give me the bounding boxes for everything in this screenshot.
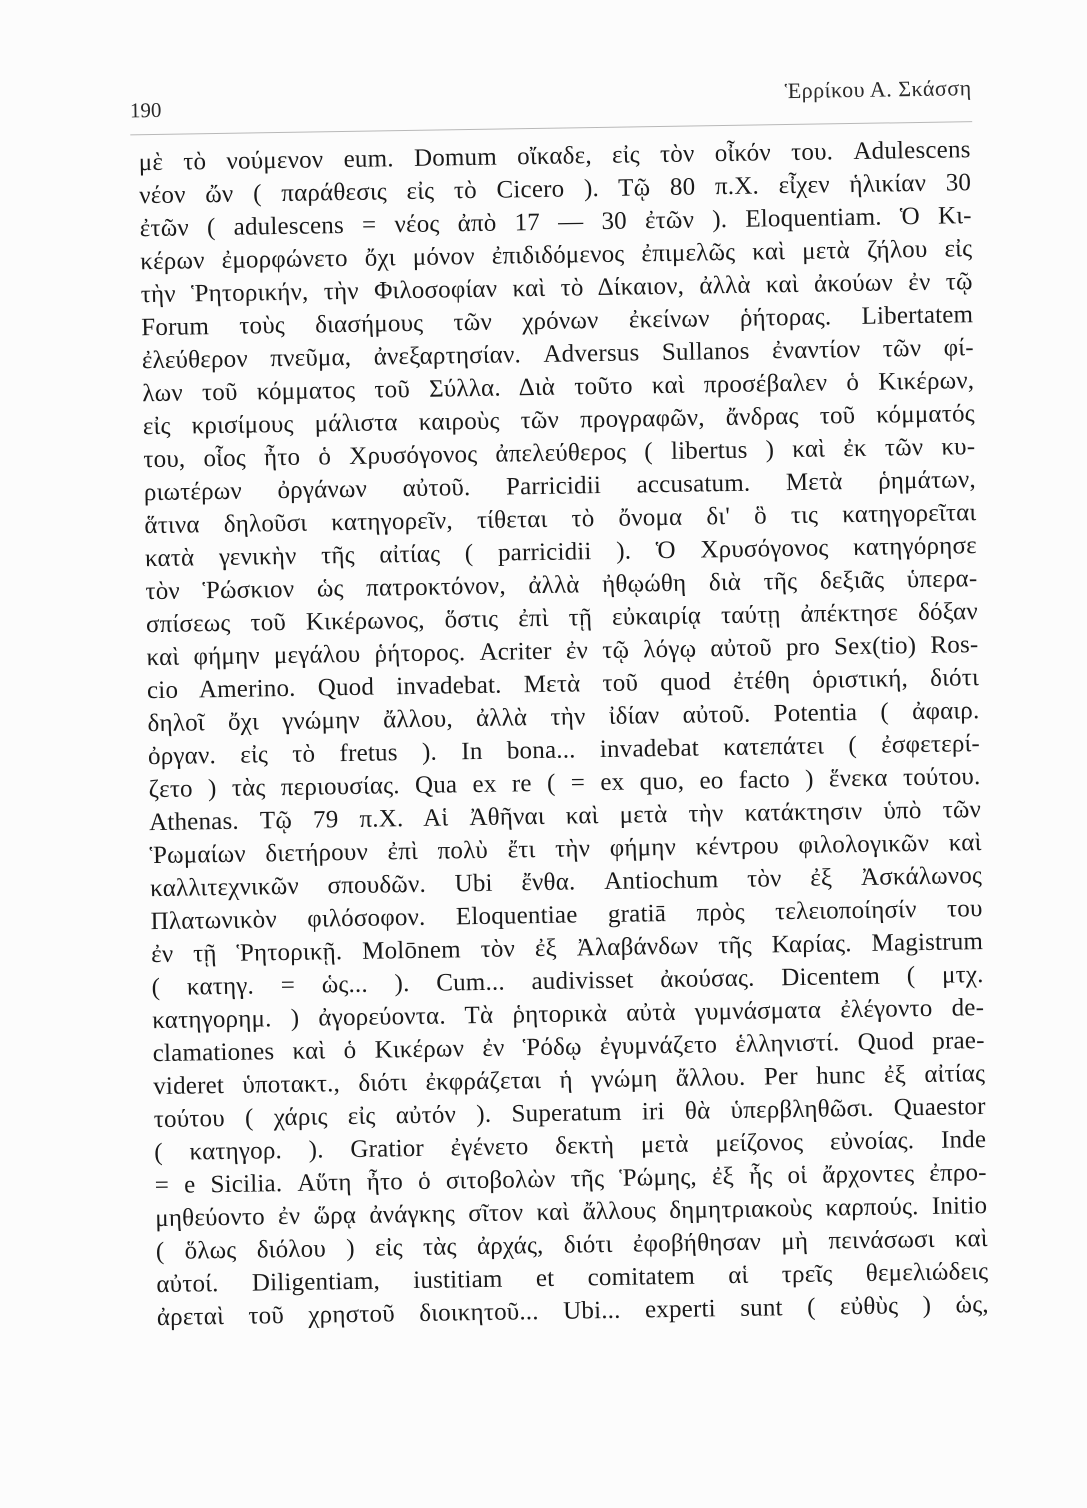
page-number: 190 bbox=[129, 97, 162, 123]
text-line: λων τοῦ κόμματος τοῦ Σύλλα. Διὰ τοῦτο καὶ προσέβαλεν ὁ Κικέρων, bbox=[142, 367, 975, 408]
text-line: Πλατωνικὸν φιλόσοφον. Eloquentiae gratiā πρὸς τελειοποίησίν του bbox=[150, 895, 983, 936]
text-line: ( ὅλως διόλου ) εἰς τὰς ἀρχάς, διότι ἐφοβήθησαν μὴ πεινάσωσι καὶ bbox=[155, 1225, 988, 1266]
text-line: τὸν Ῥώσκιον ὡς πατροκτόνον, ἀλλὰ ἠθῳώθη διὰ τῆς δεξιᾶς ὑπερα- bbox=[145, 565, 978, 606]
text-line: τούτου ( χάρις εἰς αὐτόν ). Superatum iri θὰ ὑπερβληθῶσι. Quaestor bbox=[153, 1093, 986, 1134]
text-line: τὴν Ῥητορικήν, τὴν Φιλοσοφίαν καὶ τὸ Δίκαιον, ἀλλὰ καὶ ἀκούων ἐν τῷ bbox=[140, 268, 973, 309]
text-line: ἐτῶν ( adulescens = νέος ἀπὸ 17 — 30 ἐτῶν ). Eloquentiam. Ὁ Κι- bbox=[139, 202, 972, 243]
text-line: μὲ τὸ νούμενον eum. Domum οἴκαδε, εἰς τὸν οἶκόν του. Adulescens bbox=[138, 136, 971, 177]
text-line: μηθεύοντο ἐν ὥρᾳ ἀνάγκης σῖτον καὶ ἄλλους δημητριακοὺς καρπούς. Initio bbox=[155, 1192, 988, 1233]
text-line: σπίσεως τοῦ Κικέρωνος, ὅστις ἐπὶ τῇ εὐκαιρίᾳ ταύτῃ ἀπέκτησε δόξαν bbox=[145, 598, 979, 639]
text-line: ἀρεταὶ τοῦ χρηστοῦ διοικητοῦ... Ubi... experti sunt ( εὐθὺς ) ὡς, bbox=[156, 1291, 989, 1332]
text-line: ζετο ) τὰς περιουσίας. Qua ex re ( = ex quo, eo facto ) ἕνεκα τούτου. bbox=[148, 763, 981, 804]
text-line: Forum τοὺς διασήμους τῶν χρόνων ἐκείνων ῥήτορας. Libertatem bbox=[141, 301, 974, 342]
text-line: αὐτοί. Diligentiam, iustitiam et comitatem αἱ τρεῖς θεμελιώδεις bbox=[156, 1258, 989, 1299]
text-line: clamationes καὶ ὁ Κικέρων ἐν Ῥόδῳ ἐγυμνάζετο ἑλληνιστί. Quod prae- bbox=[152, 1027, 985, 1068]
text-line: videret ὑποτακτ., διότι ἐκφράζεται ἡ γνώμη ἄλλου. Per hunc ἐξ αἰτίας bbox=[153, 1060, 986, 1101]
text-line: του, οἷος ἦτο ὁ Χρυσόγονος ἀπελεύθερος ( libertus ) καὶ ἐκ τῶν κυ- bbox=[143, 433, 976, 474]
text-line: δηλοῖ ὄχι γνώμην ἄλλου, ἀλλὰ τὴν ἰδίαν αὐτοῦ. Potentia ( ἀφαιρ. bbox=[147, 697, 980, 738]
text-line: ἅτινα δηλοῦσι κατηγορεῖν, τίθεται τὸ ὄνομα δι' ὃ τις κατηγορεῖται bbox=[144, 499, 977, 540]
text-line: καλλιτεχνικῶν σπουδῶν. Ubi ἔνθα. Antiochum τὸν ἐξ Ἀσκάλωνος bbox=[149, 862, 983, 903]
text-line: εἰς κρισίμους μάλιστα καιροὺς τῶν προγραφῶν, ἄνδρας τοῦ κόμματός bbox=[142, 400, 975, 441]
running-head-author: Ἑρρίκου Α. Σκάσση bbox=[784, 75, 972, 104]
text-line: Ῥωμαίων διετήρουν ἐπὶ πολὺ ἔτι τὴν φήμην κέντρου φιλολογικῶν καὶ bbox=[149, 829, 982, 870]
text-body bbox=[138, 133, 991, 1466]
text-line: = e Sicilia. Αὕτη ἦτο ὁ σιτοβολὼν τῆς Ῥώμης, ἐξ ἧς οἱ ἄρχοντες ἐπρο- bbox=[154, 1159, 987, 1200]
text-line: νέον ὤν ( παράθεσις εἰς τὸ Cicero ). Τῷ 80 π.Χ. εἶχεν ἡλικίαν 30 bbox=[139, 169, 972, 210]
text-line: ( κατηγ. = ὡς... ). Cum... audivisset ἀκούσας. Dicentem ( μτχ. bbox=[151, 961, 984, 1002]
text-line: ( κατηγορ. ). Gratior ἐγένετο δεκτὴ μετὰ μείζονος εὐνοίας. Inde bbox=[154, 1126, 987, 1167]
text-line: ριωτέρων ὀργάνων αὐτοῦ. Parricidii accusatum. Μετὰ ῥημάτων, bbox=[143, 466, 977, 507]
text-line: ἐλεύθερον πνεῦμα, ἀνεξαρτησίαν. Adversus Sullanos ἐναντίον τῶν φί- bbox=[141, 334, 974, 375]
text-line: κέρων ἐμορφώνετο ὄχι μόνον ἐπιδιδόμενος ἐπιμελῶς καὶ μετὰ ζήλου εἰς bbox=[140, 235, 973, 276]
text-line: ἐν τῇ Ῥητορικῇ. Molōnem τὸν ἐξ Ἀλαβάνδων τῆς Καρίας. Magistrum bbox=[150, 928, 984, 969]
text-line: cio Amerino. Quod invadebat. Μετὰ τοῦ quod ἐτέθη ὁριστική, διότι bbox=[146, 664, 980, 705]
text-line: ὀργαν. εἰς τὸ fretus ). In bona... invadebat κατεπάτει ( ἐσφετερί- bbox=[147, 730, 981, 771]
text-line: καὶ φήμην μεγάλου ῥήτορος. Acriter ἐν τῷ λόγῳ αὐτοῦ pro Sex(tio) Ros- bbox=[146, 631, 979, 672]
text-line: κατὰ γενικὴν τῆς αἰτίας ( parricidii ). Ὁ Χρυσόγονος κατηγόρησε bbox=[144, 532, 978, 573]
text-line: Athenas. Τῷ 79 π.Χ. Αἱ Ἀθῆναι καὶ μετὰ τὴν κατάκτησιν ὑπὸ τῶν bbox=[148, 796, 982, 837]
text-line: κατηγορημ. ) ἀγορεύοντα. Τὰ ῥητορικὰ αὐτὰ γυμνάσματα ἐλέγοντο de- bbox=[151, 994, 985, 1035]
running-head bbox=[129, 75, 972, 128]
